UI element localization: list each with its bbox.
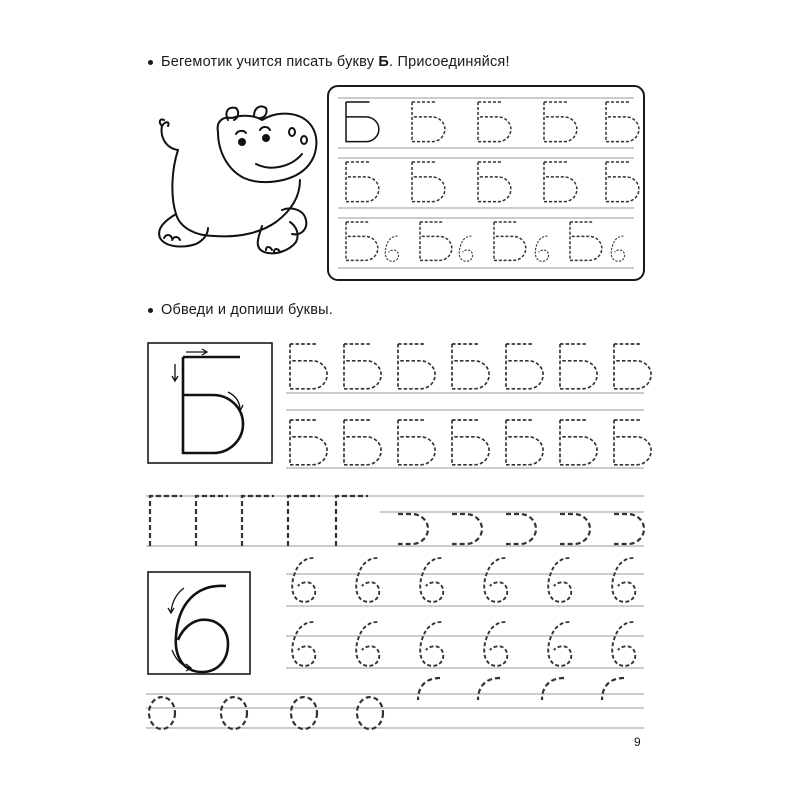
instruction-1-letter: Б [378, 54, 389, 70]
bottom-elements-row [146, 678, 644, 729]
instruction-1-tail: . Присоединяйся! [389, 54, 510, 70]
lowercase-tracing-rows [286, 558, 644, 668]
model-uppercase-box [148, 343, 272, 463]
page-number: 9 [634, 735, 641, 749]
instruction-2-text: Обведи и допиши буквы. [161, 302, 333, 318]
hippo-icon [159, 106, 316, 253]
model-lowercase-box [148, 572, 250, 674]
instruction-1-text: Бегемотик учится писать букву [161, 54, 379, 70]
tracing-frame-top [328, 86, 644, 280]
stroke-elements-row [146, 496, 644, 546]
uppercase-tracing-rows [286, 344, 651, 468]
